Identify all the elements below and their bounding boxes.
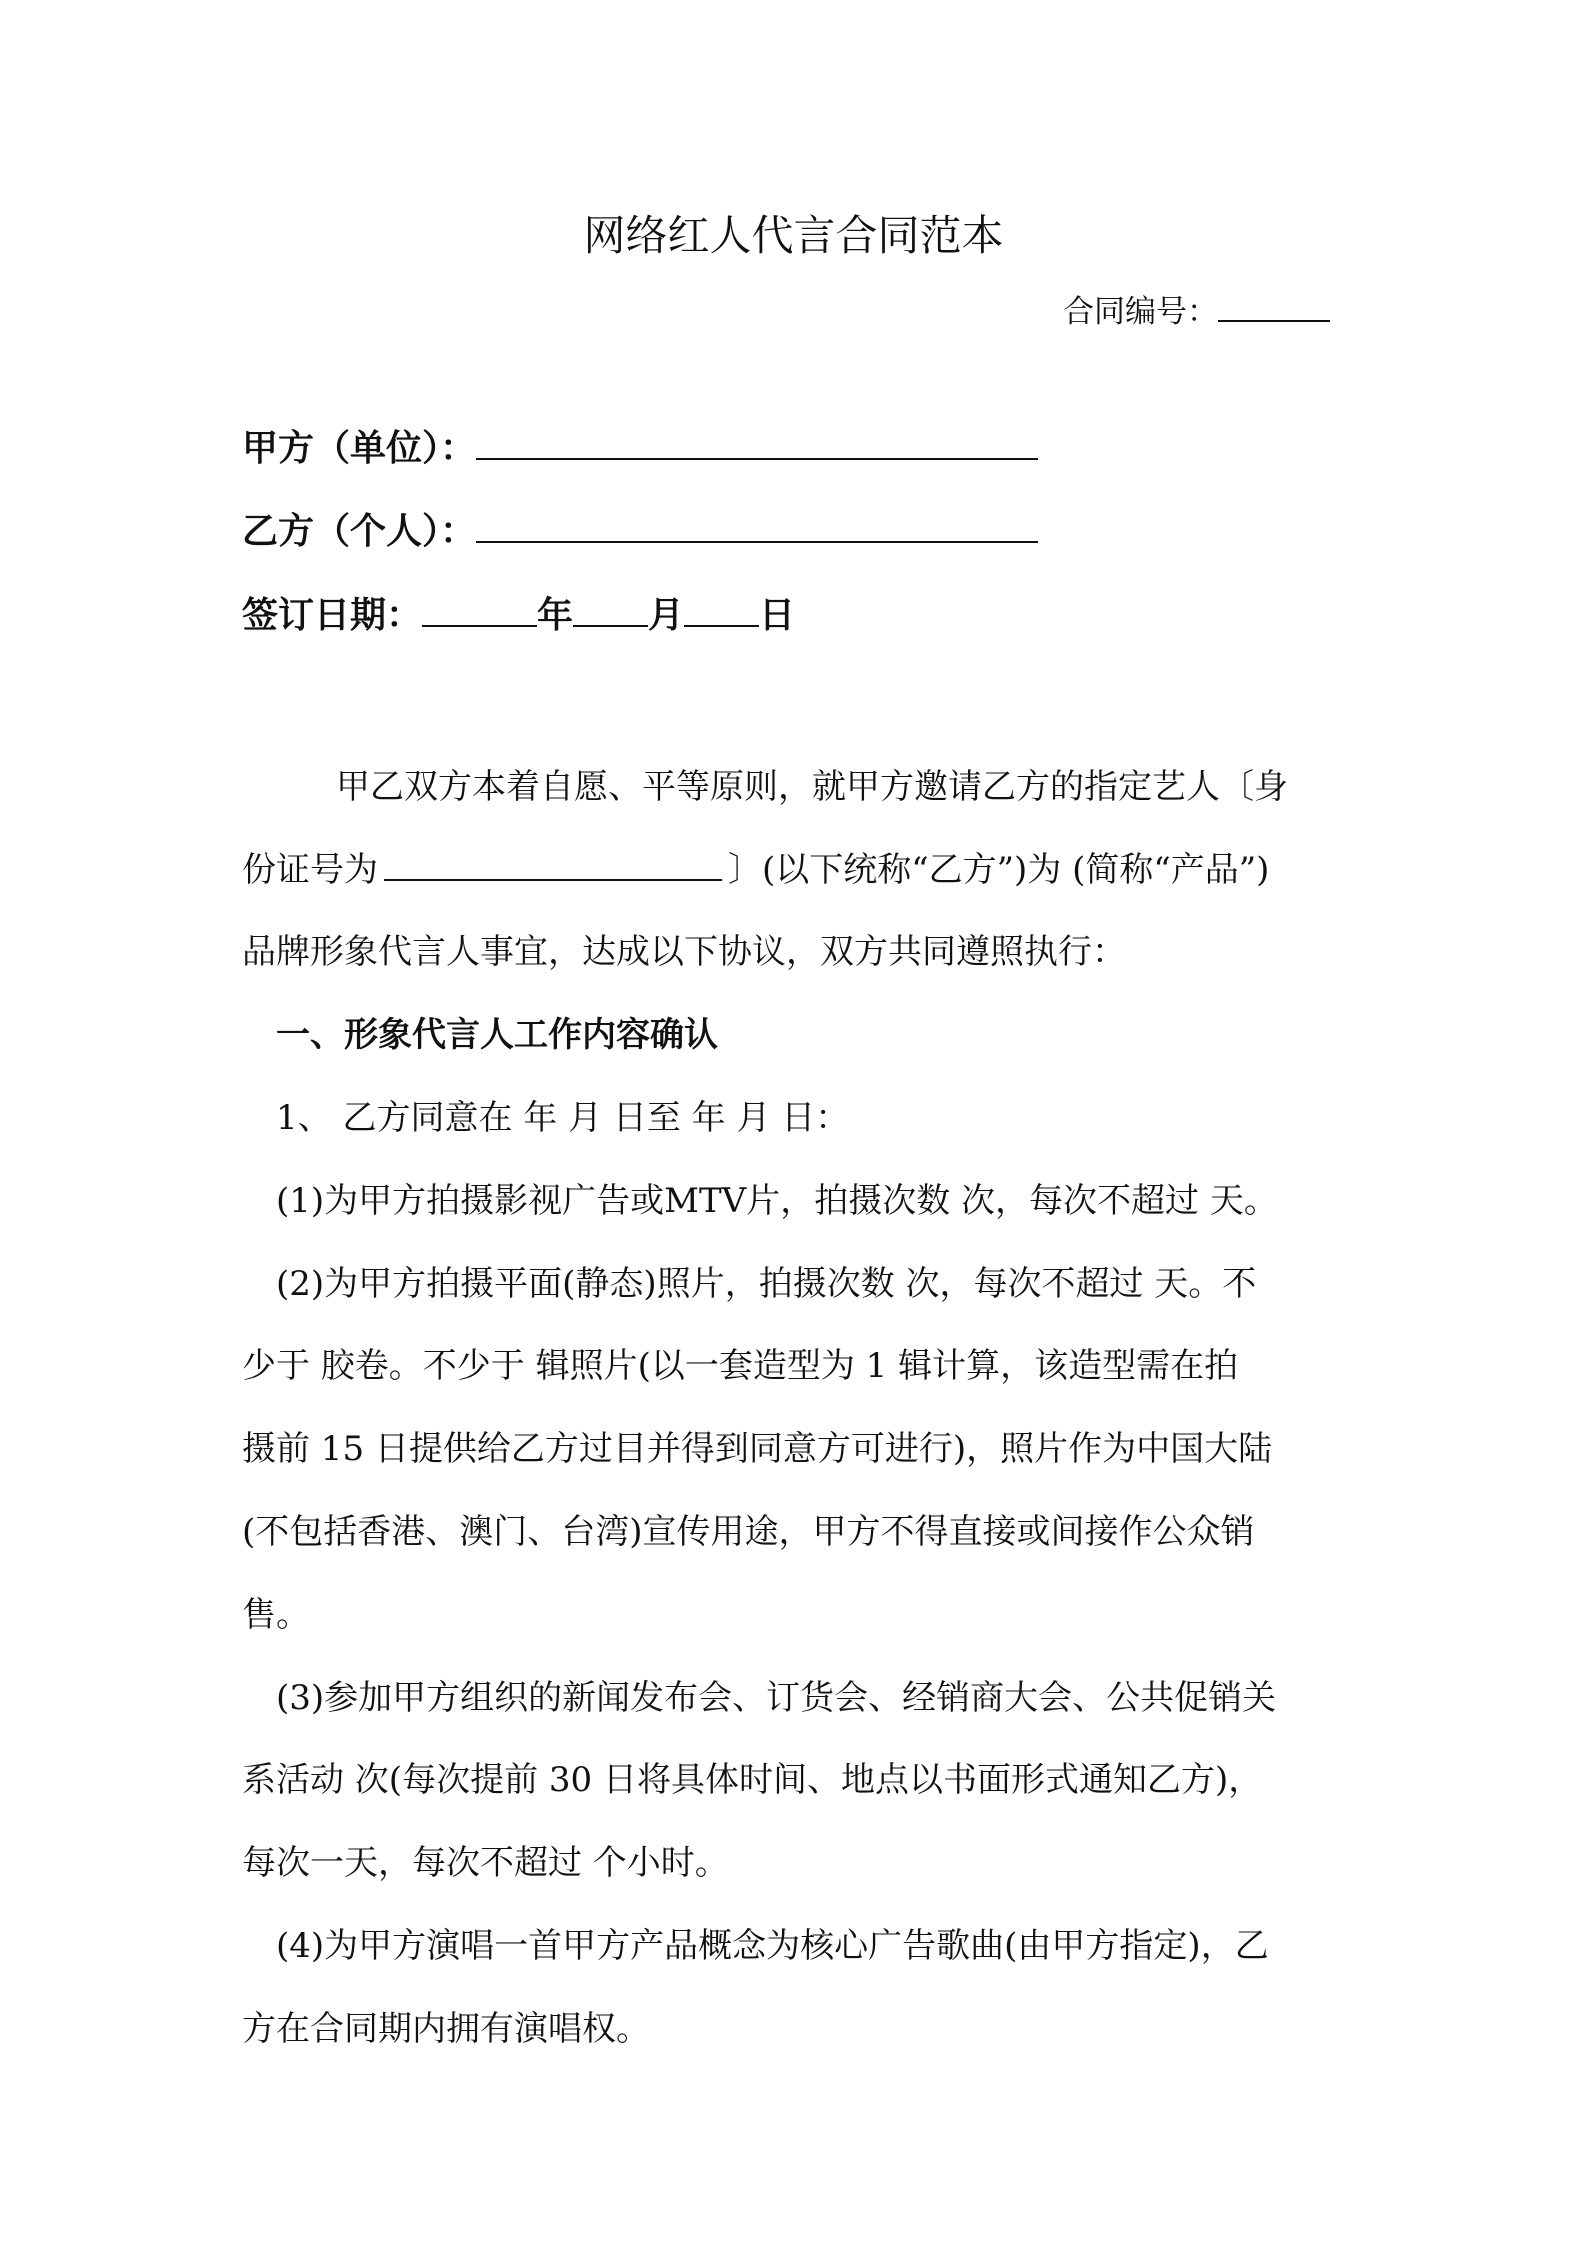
- clause-1-2-line-2: 少于 胶卷。不少于 辑照片(以一套造型为 1 辑计算，该造型需在拍: [242, 1346, 1239, 1386]
- clause-1-2-line-3: 摄前 15 日提供给乙方过目并得到同意方可进行)，照片作为中国大陆: [242, 1429, 1273, 1469]
- intro-id-label: 份证号为: [242, 850, 378, 890]
- clause-1-1: (1)为甲方拍摄影视广告或MTV片，拍摄次数 次，每次不超过 天。: [276, 1181, 1278, 1221]
- clause-1-2-line-4: (不包括香港、澳门、台湾)宣传用途，甲方不得直接或间接作公众销: [242, 1512, 1255, 1552]
- document-title: 网络红人代言合同范本: [583, 211, 1004, 260]
- year-blank: [422, 591, 537, 627]
- clause-1-3-line-3: 每次一天，每次不超过 个小时。: [242, 1843, 729, 1883]
- clause-1-4-line-2: 方在合同期内拥有演唱权。: [242, 2009, 650, 2049]
- clause-1-2-line-5: 售。: [242, 1595, 310, 1635]
- party-a-label: 甲方（单位）：: [242, 427, 477, 469]
- clause-1-3-line-1: (3)参加甲方组织的新闻发布会、订货会、经销商大会、公共促销关: [276, 1678, 1277, 1718]
- intro-line-2: [242, 842, 1269, 891]
- party-b-blank: [476, 507, 1038, 543]
- month-label: 月: [648, 594, 685, 636]
- intro-line-2-rest: 〕(以下统称“乙方”)为 (简称“产品”): [728, 850, 1270, 890]
- section-1-heading: 一、形象代言人工作内容确认: [276, 1015, 718, 1055]
- signing-date-label: 签订日期：: [242, 594, 423, 636]
- clause-1: 1、 乙方同意在 年 月 日至 年 月 日：: [276, 1098, 850, 1138]
- party-b-label: 乙方（个人）：: [242, 510, 477, 552]
- party-a-field: [242, 420, 1038, 471]
- day-blank: [684, 591, 759, 627]
- party-a-blank: [476, 424, 1038, 460]
- month-blank: [573, 591, 648, 627]
- intro-line-1: 甲乙双方本着自愿、平等原则，就甲方邀请乙方的指定艺人〔身: [336, 767, 1288, 807]
- contract-number-label: 合同编号：: [1063, 294, 1218, 330]
- clause-1-4-line-1: (4)为甲方演唱一首甲方产品概念为核心广告歌曲(由甲方指定)，乙: [276, 1926, 1269, 1966]
- signing-date: [242, 587, 795, 638]
- party-b-field: [242, 503, 1038, 554]
- year-label: 年: [537, 594, 574, 636]
- day-label: 日: [759, 594, 796, 636]
- clause-1-2-line-1: (2)为甲方拍摄平面(静态)照片，拍摄次数 次，每次不超过 天。不: [276, 1264, 1257, 1304]
- clause-1-3-line-2: 系活动 次(每次提前 30 日将具体时间、地点以书面形式通知乙方)，: [242, 1760, 1263, 1800]
- id-number-blank: [384, 847, 722, 881]
- contract-number-blank: [1218, 290, 1330, 322]
- intro-line-3: 品牌形象代言人事宜，达成以下协议，双方共同遵照执行：: [242, 932, 1126, 972]
- contract-number: [1063, 286, 1330, 331]
